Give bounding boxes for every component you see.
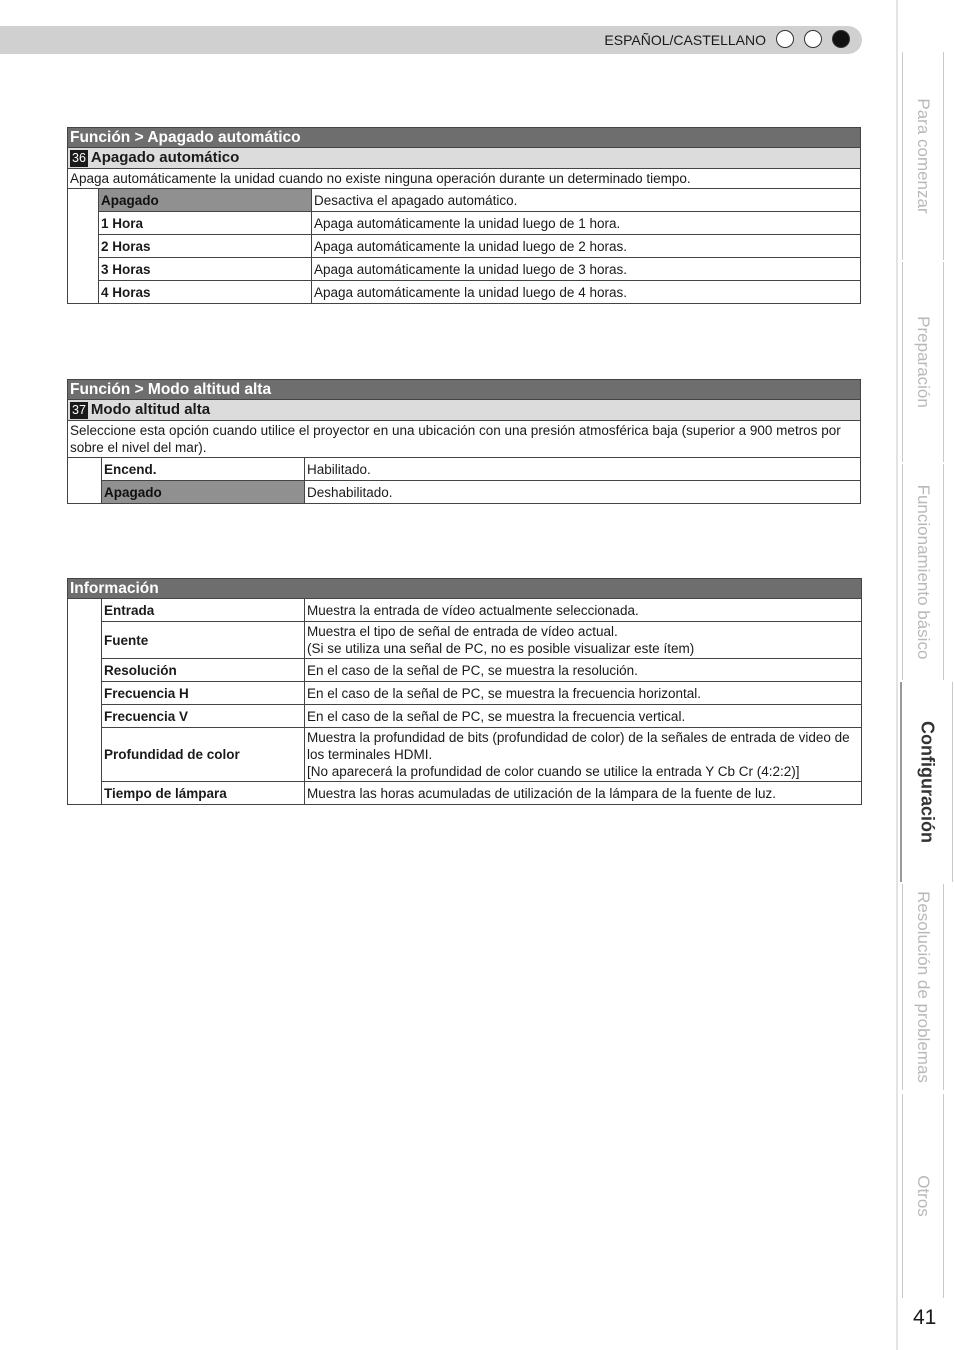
tab-otros[interactable] (902, 1094, 944, 1298)
table-row (68, 235, 861, 258)
subtitle-text: Modo altitud alta (90, 401, 211, 418)
option-label: 3 Horas (99, 258, 312, 281)
item-number-badge: 36 (72, 151, 86, 165)
option-description: Apaga automáticamente la unidad luego de 4 horas. (312, 281, 861, 304)
option-description: Habilitado. (305, 458, 861, 481)
table-row (68, 258, 861, 281)
option-label: Fuente (102, 622, 305, 659)
option-description (305, 728, 862, 782)
item-number-badge: 37 (72, 403, 86, 417)
indent-cell (68, 599, 102, 805)
description-line: Muestra la profundidad de bits (profundidad de color) de la señales de entrada de video de los terminales HDMI. (307, 730, 850, 762)
option-description: Apaga automáticamente la unidad luego de 3 horas. (312, 258, 861, 281)
language-dot-filled-icon (832, 30, 850, 48)
option-description: En el caso de la señal de PC, se muestra la resolución. (305, 659, 862, 682)
table-row (68, 481, 861, 504)
side-strip (896, 0, 898, 1350)
indent-cell (68, 458, 102, 504)
description-line: Muestra el tipo de señal de entrada de vídeo actual. (307, 624, 618, 639)
option-description: En el caso de la señal de PC, se muestra la frecuencia horizontal. (305, 682, 862, 705)
table-row (68, 622, 862, 659)
section-title: Función > Modo altitud alta (68, 380, 861, 400)
tab-label: Configuración (917, 721, 938, 843)
option-label: 4 Horas (99, 281, 312, 304)
tab-para-comenzar[interactable] (902, 52, 944, 260)
table-row (68, 659, 862, 682)
option-label: Apagado (99, 189, 312, 212)
tab-configuracion[interactable] (900, 682, 953, 882)
option-label: Resolución (102, 659, 305, 682)
option-description: Apaga automáticamente la unidad luego de 2 horas. (312, 235, 861, 258)
section-description: Seleccione esta opción cuando utilice el proyector en una ubicación con una presión atmosférica baja (superior a 900 metros por sobre el nivel del mar). (68, 421, 861, 458)
table-row (68, 728, 862, 782)
option-description: Desactiva el apagado automático. (312, 189, 861, 212)
option-description: Muestra la entrada de vídeo actualmente seleccionada. (305, 599, 862, 622)
table-row (68, 599, 862, 622)
tab-preparacion[interactable] (902, 262, 944, 462)
option-label: Frecuencia V (102, 705, 305, 728)
high-altitude-table (67, 379, 861, 504)
tab-label: Para comenzar (914, 98, 933, 214)
option-label: Tiempo de lámpara (102, 782, 305, 805)
information-table (67, 578, 862, 805)
tab-label: Otros (914, 1175, 933, 1217)
language-bar (0, 26, 862, 54)
option-label: 1 Hora (99, 212, 312, 235)
option-description: Deshabilitado. (305, 481, 861, 504)
option-description: Muestra las horas acumuladas de utilización de la lámpara de la fuente de luz. (305, 782, 862, 805)
table-row (68, 458, 861, 481)
table-row (68, 705, 862, 728)
tab-label: Funcionamiento básico (914, 484, 933, 660)
section-subtitle (68, 148, 861, 169)
option-label: Frecuencia H (102, 682, 305, 705)
section-subtitle (68, 400, 861, 421)
tab-label: Resolución de problemas (914, 891, 933, 1083)
option-label: 2 Horas (99, 235, 312, 258)
subtitle-text: Apagado automático (90, 149, 240, 166)
page-number: 41 (913, 1306, 937, 1329)
option-label: Apagado (102, 481, 305, 504)
table-row (68, 782, 862, 805)
table-row (68, 281, 861, 304)
tab-funcionamiento-basico[interactable] (902, 464, 944, 680)
table-row (68, 189, 861, 212)
option-label: Profundidad de color (102, 728, 305, 782)
option-label: Entrada (102, 599, 305, 622)
table-row (68, 212, 861, 235)
tab-resolucion-de-problemas[interactable] (902, 884, 944, 1090)
table-row (68, 682, 862, 705)
section-title: Información (68, 579, 862, 599)
language-dot-empty-icon (804, 30, 822, 48)
option-label: Encend. (102, 458, 305, 481)
option-description: En el caso de la señal de PC, se muestra la frecuencia vertical. (305, 705, 862, 728)
language-dot-empty-icon (776, 30, 794, 48)
section-description: Apaga automáticamente la unidad cuando no existe ninguna operación durante un determinado tiempo. (68, 169, 861, 189)
auto-off-table (67, 127, 861, 304)
option-description: Apaga automáticamente la unidad luego de 1 hora. (312, 212, 861, 235)
section-title: Función > Apagado automático (68, 128, 861, 148)
indent-cell (68, 189, 99, 304)
tab-label: Preparación (914, 316, 933, 408)
description-note: [No aparecerá la profundidad de color cuando se utilice la entrada Y Cb Cr (4:2:2)] (307, 764, 800, 779)
side-tab-nav (900, 0, 954, 1350)
description-note: (Si se utiliza una señal de PC, no es posible visualizar este ítem) (307, 641, 695, 656)
language-label: ESPAÑOL/CASTELLANO (604, 32, 766, 48)
option-description (305, 622, 862, 659)
